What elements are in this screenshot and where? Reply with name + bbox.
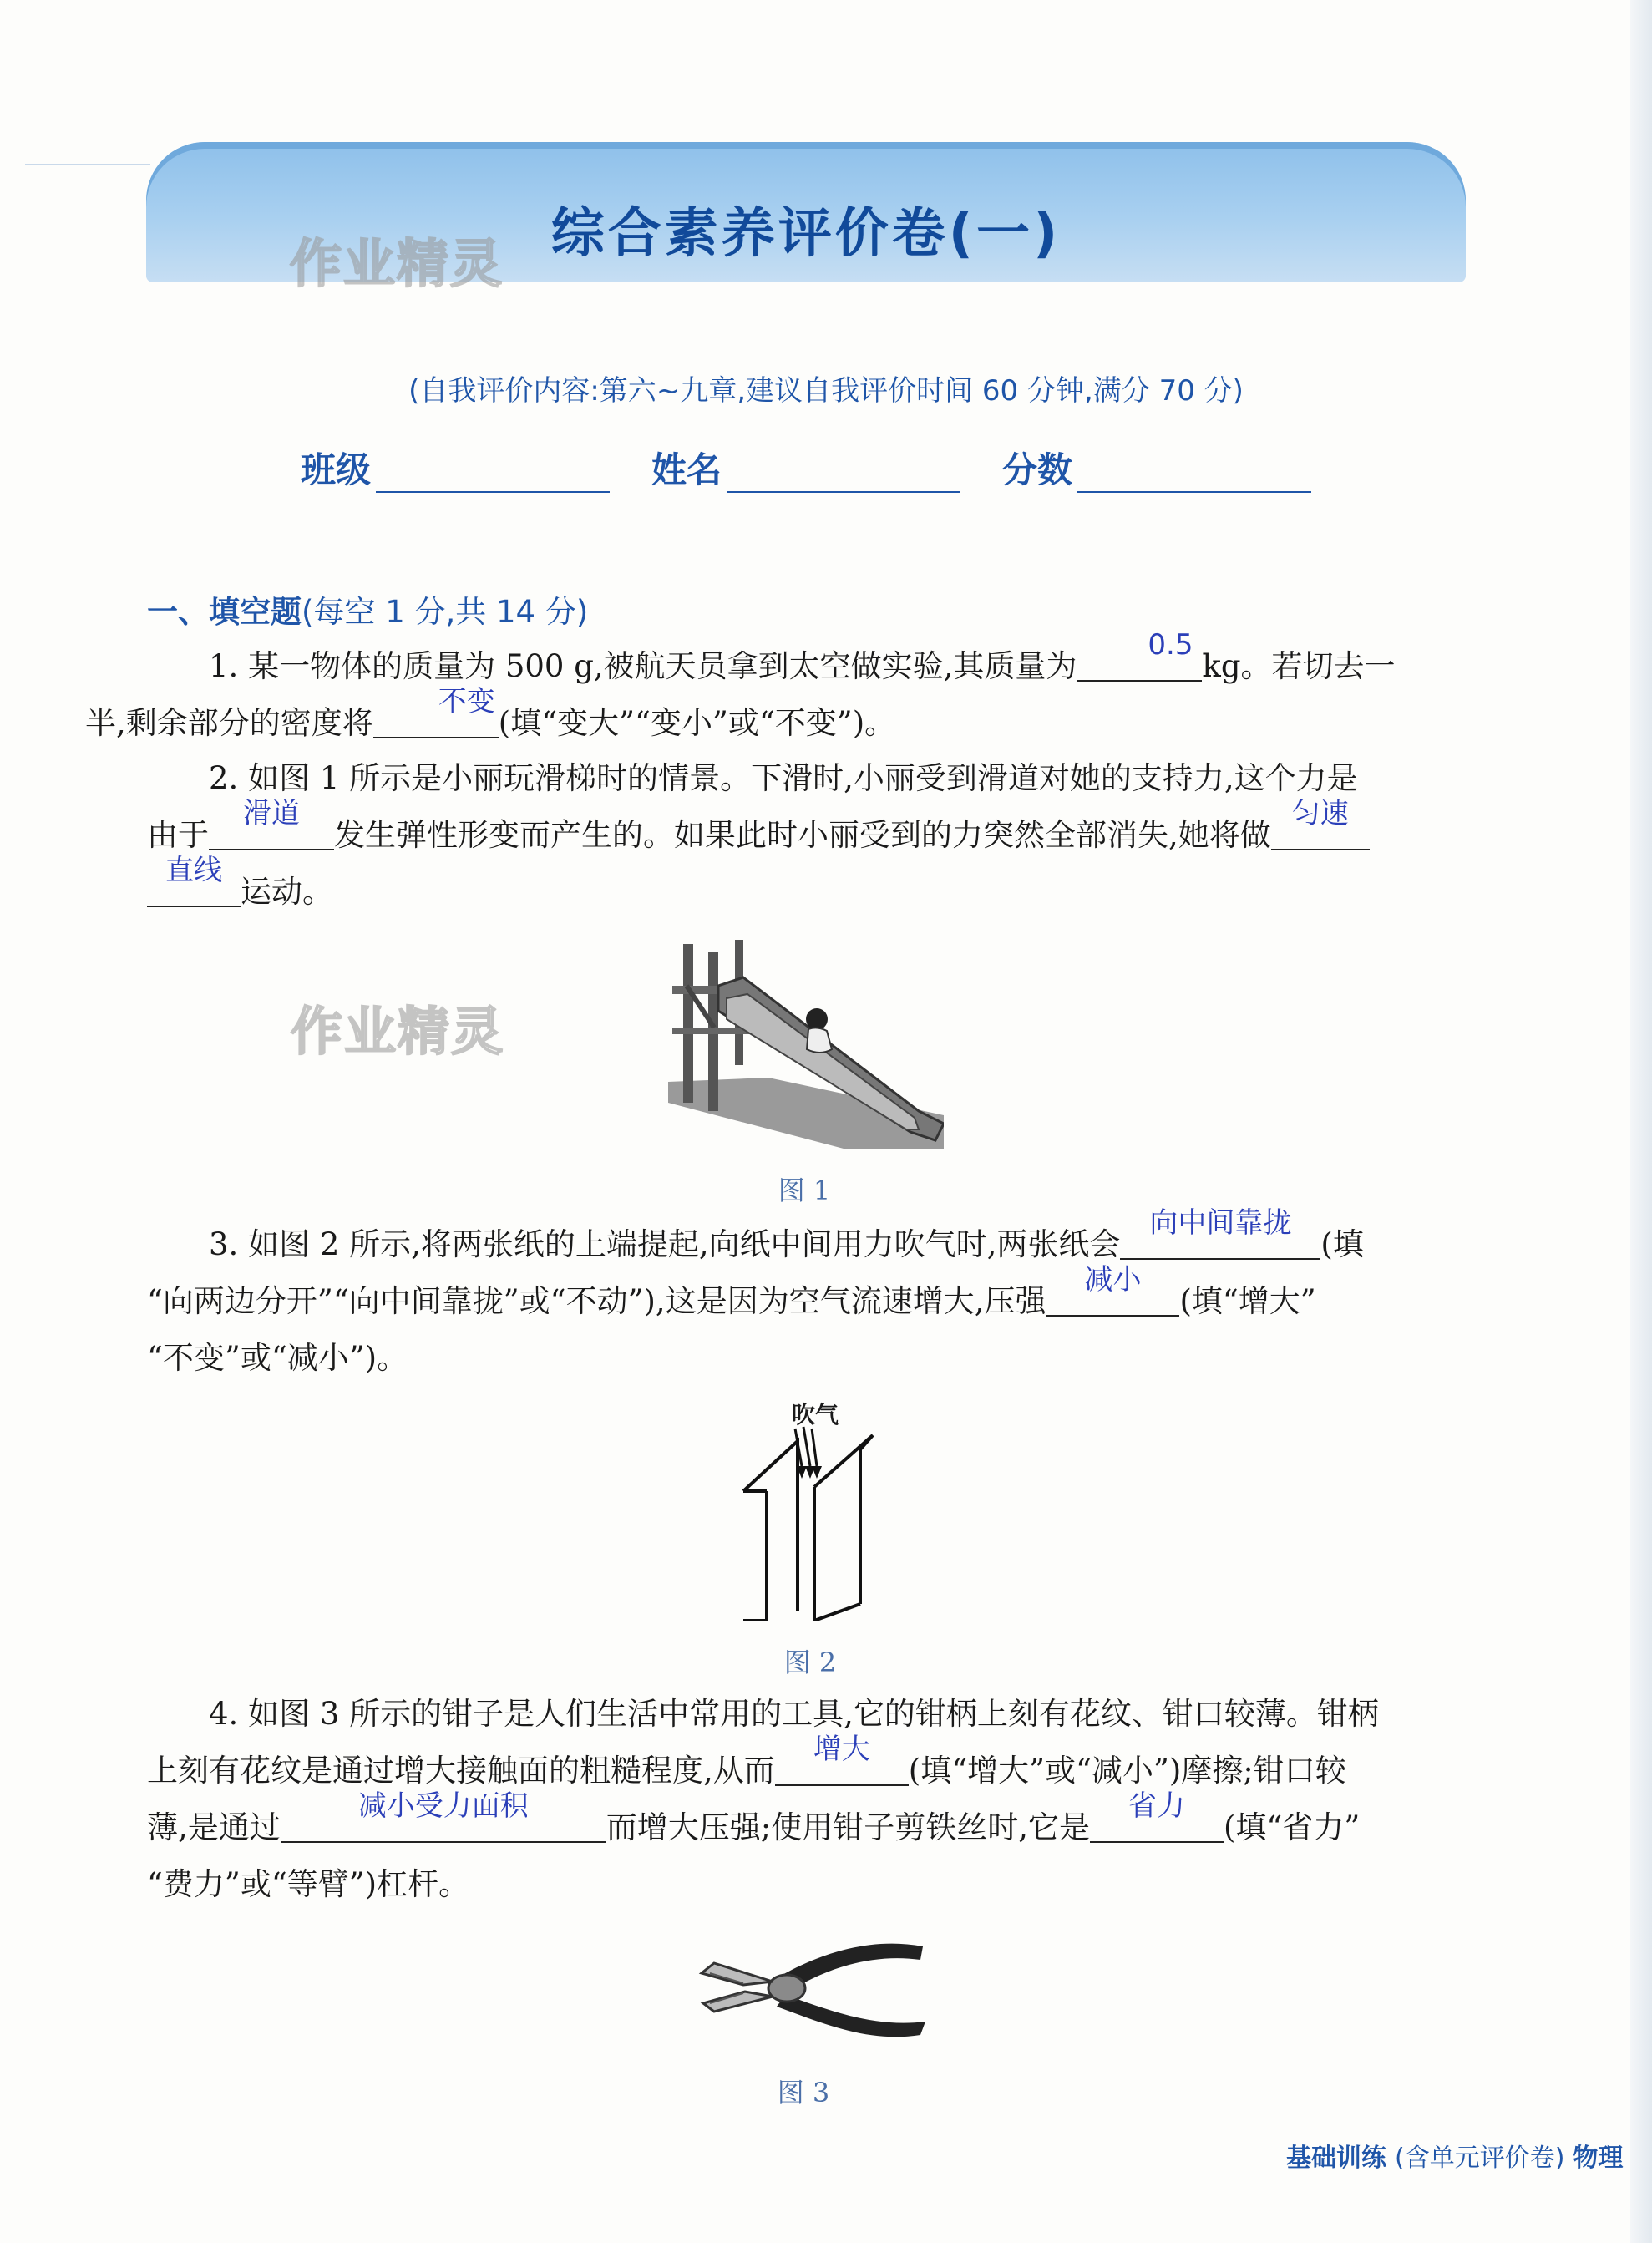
q4-blank-1[interactable] — [775, 1733, 909, 1786]
papers-figure — [735, 1420, 885, 1621]
score-line[interactable] — [1077, 454, 1311, 493]
q4-text-1: 4. 如图 3 所示的钳子是人们生活中常用的工具,它的钳柄上刻有花纹、钳口较薄。钳柄 — [209, 1696, 1379, 1732]
figure-2-caption: 图 2 — [783, 1647, 837, 1678]
slide-figure — [668, 936, 944, 1149]
class-field[interactable] — [301, 443, 610, 493]
q4-answer-2: 减小受力面积 — [357, 1789, 529, 1823]
q3-answer-1: 向中间靠拢 — [1149, 1206, 1292, 1240]
watermark: 作业精灵 — [290, 233, 504, 294]
q4-answer-3: 省力 — [1128, 1789, 1185, 1823]
pliers-figure — [693, 1930, 927, 2047]
q1-text-2: kg。若切去一 — [1202, 648, 1396, 684]
section-title: 一、填空题 — [147, 594, 302, 630]
watermark-2: 作业精灵 — [291, 1001, 505, 1062]
q4-blank-2[interactable] — [281, 1789, 606, 1843]
q3-blank-2[interactable] — [1046, 1263, 1179, 1317]
score-label: 分数 — [1002, 449, 1073, 490]
q3-text-5: “不变”或“减小”)。 — [147, 1340, 408, 1376]
name-field[interactable] — [651, 443, 960, 493]
q1-answer-1: 0.5 — [1148, 628, 1193, 662]
q3-text-2: (填 — [1320, 1226, 1364, 1262]
name-line[interactable] — [727, 454, 960, 493]
figure-1-caption: 图 1 — [778, 1175, 831, 1206]
q1-answer-2: 不变 — [438, 685, 495, 718]
q3-text-1: 3. 如图 2 所示,将两张纸的上端提起,向纸中间用力吹气时,两张纸会 — [209, 1226, 1121, 1262]
subtitle: (自我评价内容:第六~九章,建议自我评价时间 60 分钟,满分 70 分) — [408, 374, 1244, 408]
section-heading — [147, 586, 588, 632]
question-3 — [147, 1206, 1475, 1387]
q4-text-3: (填“增大”或“减小”)摩擦;钳口较 — [908, 1753, 1346, 1789]
q4-text-6: (填“省力” — [1224, 1809, 1361, 1845]
q2-text-2: 由于 — [147, 817, 209, 853]
page-footer — [1286, 2137, 1623, 2174]
q4-text-4: 薄,是通过 — [147, 1809, 281, 1845]
question-4 — [147, 1686, 1475, 1913]
q2-answer-1: 滑道 — [243, 797, 300, 830]
q4-text-7: “费力”或“等臂”)杠杆。 — [147, 1866, 470, 1902]
q4-text-2: 上刻有花纹是通过增大接触面的粗糙程度,从而 — [147, 1753, 775, 1789]
q3-answer-2: 减小 — [1084, 1263, 1142, 1297]
title-banner — [146, 142, 1466, 294]
page-title: 综合素养评价卷(一) — [550, 203, 1062, 265]
q3-text-4: (填“增大” — [1179, 1283, 1316, 1319]
footer-book: 基础训练 — [1286, 2144, 1386, 2173]
name-label: 姓名 — [651, 449, 722, 490]
question-1 — [85, 628, 1475, 752]
q2-text-3: 发生弹性形变而产生的。如果此时小丽受到的力突然全部消失,她将做 — [334, 817, 1271, 853]
q3-text-3: “向两边分开”“向中间靠拢”或“不动”),这是因为空气流速增大,压强 — [147, 1283, 1046, 1319]
edge-line — [25, 164, 150, 165]
q2-text-4: 运动。 — [241, 874, 333, 910]
blow-label: 吹气 — [792, 1401, 839, 1429]
class-label: 班级 — [301, 449, 372, 490]
q4-answer-1: 增大 — [813, 1733, 870, 1766]
q1-blank-1[interactable] — [1077, 628, 1202, 682]
q2-blank-3[interactable] — [147, 854, 241, 907]
q1-text-4: (填“变大”“变小”或“不变”)。 — [498, 705, 896, 741]
q2-answer-2: 匀速 — [1291, 797, 1349, 830]
q4-text-5: 而增大压强;使用钳子剪铁丝时,它是 — [606, 1809, 1090, 1845]
q2-blank-2[interactable] — [1271, 797, 1370, 850]
figure-3-caption: 图 3 — [777, 2077, 830, 2109]
section-rule: (每空 1 分,共 14 分) — [302, 594, 589, 630]
footer-note: (含单元评价卷) — [1395, 2144, 1565, 2173]
q2-text-1: 2. 如图 1 所示是小丽玩滑梯时的情景。下滑时,小丽受到滑道对她的支持力,这个力是 — [209, 760, 1358, 796]
question-2 — [147, 750, 1475, 921]
q1-text-3: 半,剩余部分的密度将 — [85, 705, 373, 741]
q1-text-1: 1. 某一物体的质量为 500 g,被航天员拿到太空做实验,其质量为 — [209, 648, 1077, 684]
page-edge — [1630, 0, 1652, 2243]
q4-blank-3[interactable] — [1090, 1789, 1224, 1843]
footer-subject: 物理 — [1573, 2144, 1624, 2173]
q1-blank-2[interactable] — [373, 685, 499, 738]
q2-answer-3: 直线 — [165, 854, 222, 887]
class-line[interactable] — [376, 454, 610, 493]
score-field[interactable] — [1002, 443, 1311, 493]
